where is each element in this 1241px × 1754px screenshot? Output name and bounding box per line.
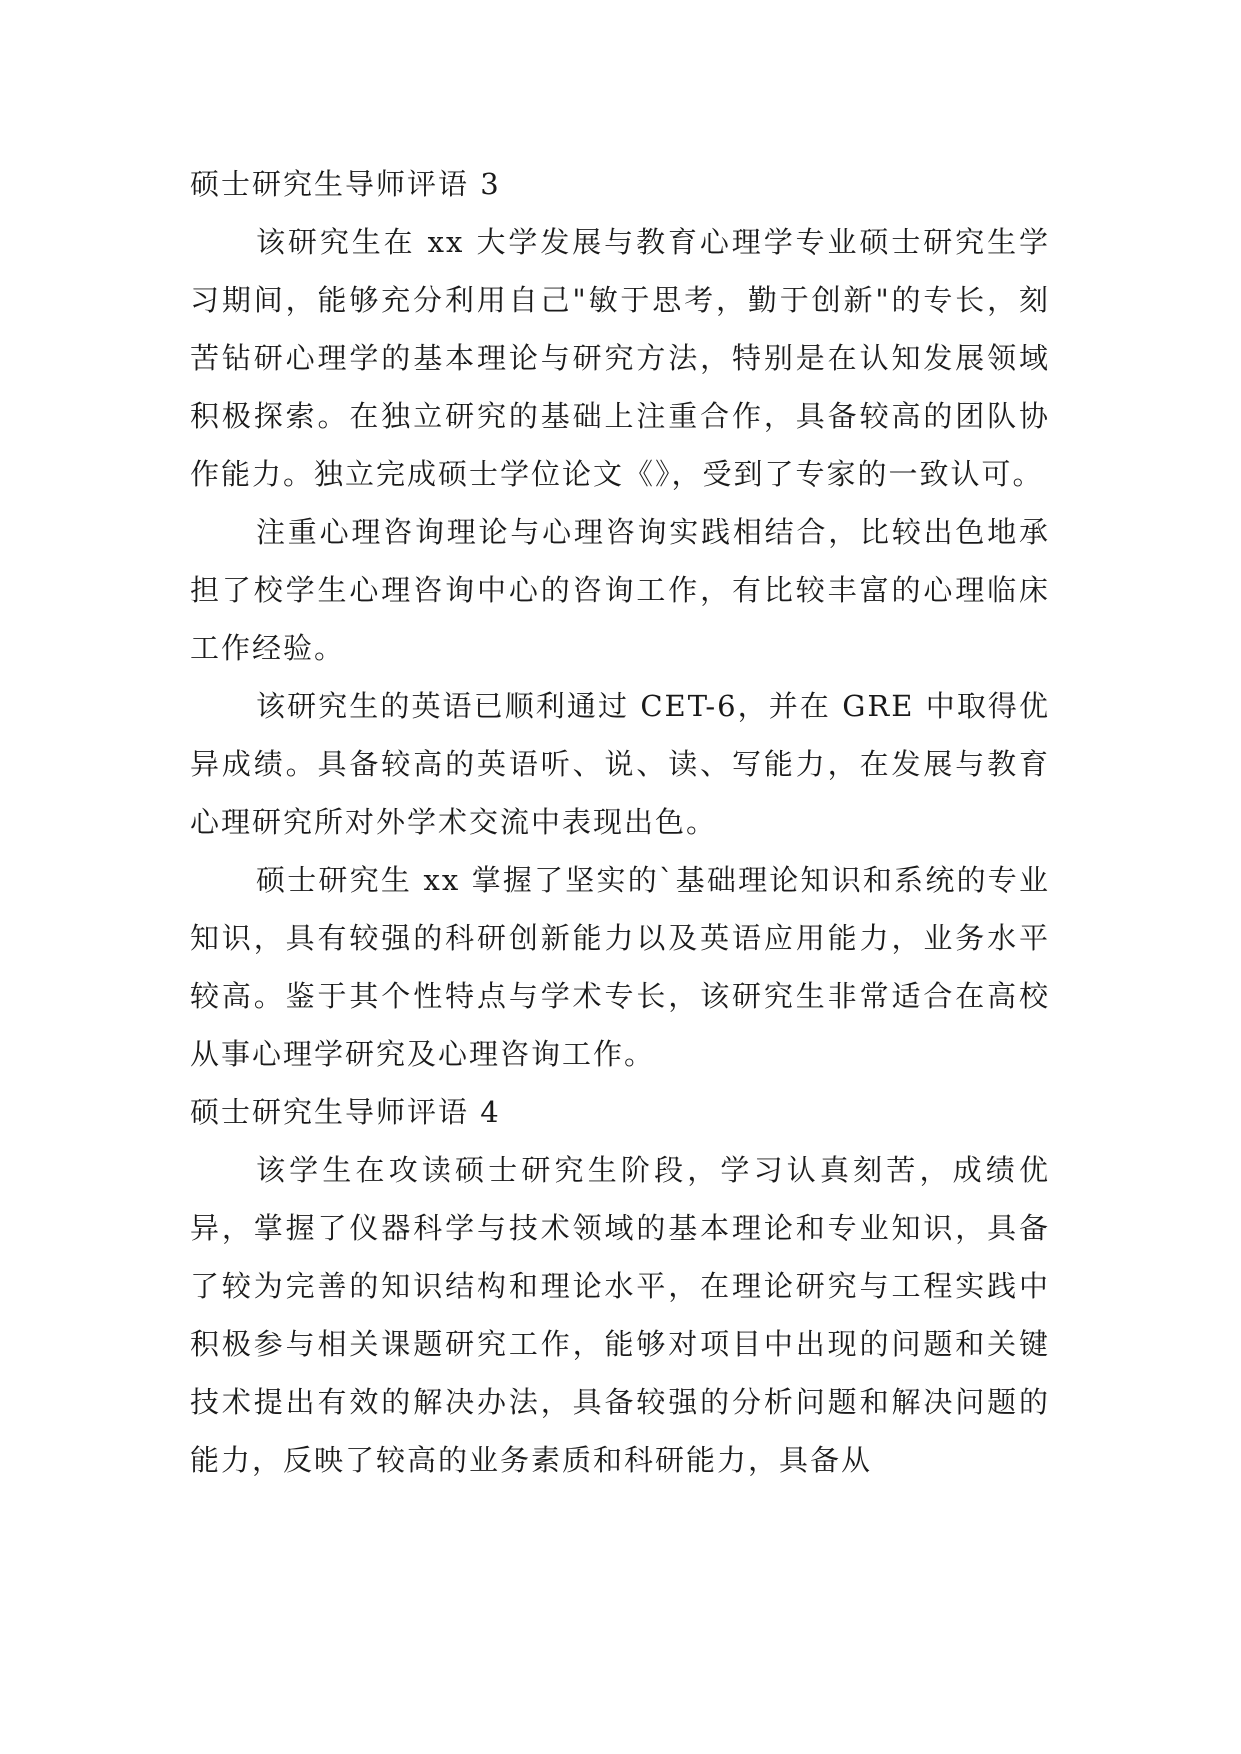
section-4-title: 硕士研究生导师评语 4 <box>190 1095 501 1129</box>
section-3-paragraph-1: 该研究生在 xx 大学发展与教育心理学专业硕士研究生学习期间，能够充分利用自己"敏于思考，勤于创新"的专长，刻苦钻研心理学的基本理论与研究方法，特别是在认知发展领域积极探索。在独立研究的基础上注重合作，具备较高的团队协作能力。独立完成硕士学位论文《》，受到了专家的一致认可。 <box>190 225 1050 491</box>
section-3-paragraph-3: 该研究生的英语已顺利通过 CET-6，并在 GRE 中取得优异成绩。具备较高的英语听、说、读、写能力，在发展与教育心理研究所对外学术交流中表现出色。 <box>190 689 1050 839</box>
section-3-paragraph-2: 注重心理咨询理论与心理咨询实践相结合，比较出色地承担了校学生心理咨询中心的咨询工作，有比较丰富的心理临床工作经验。 <box>190 515 1050 665</box>
section-3-title: 硕士研究生导师评语 3 <box>190 167 501 201</box>
section-4-paragraph-1: 该学生在攻读硕士研究生阶段，学习认真刻苦，成绩优异，掌握了仪器科学与技术领域的基本理论和专业知识，具备了较为完善的知识结构和理论水平，在理论研究与工程实践中积极参与相关课题研究工作，能够对项目中出现的问题和关键技术提出有效的解决办法，具备较强的分析问题和解决问题的能力，反映了较高的业务素质和科研能力，具备从 <box>190 1153 1050 1477</box>
section-3-paragraph-4: 硕士研究生 xx 掌握了坚实的`基础理论知识和系统的专业知识，具有较强的科研创新能力以及英语应用能力，业务水平较高。鉴于其个性特点与学术专长，该研究生非常适合在高校从事心理学研究及心理咨询工作。 <box>190 863 1050 1071</box>
document-body <box>190 155 1050 1489</box>
